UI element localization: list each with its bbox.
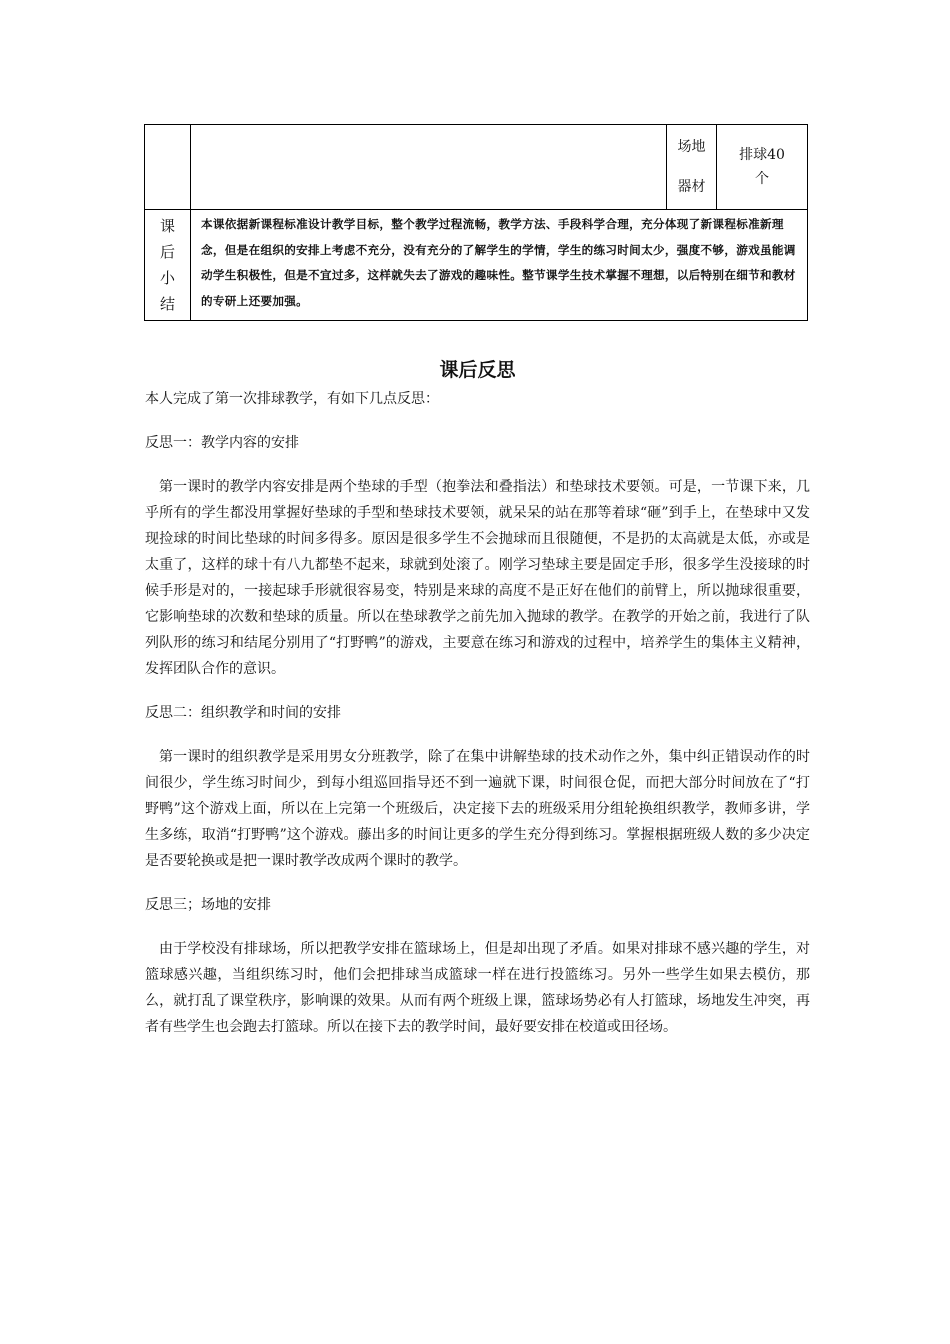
venue-equipment-label-cell [667,125,717,210]
empty-label-cell [145,125,191,210]
reflection-intro: 本人完成了第一次排球教学，有如下几点反思： [145,391,439,407]
reflection-paragraph-3: 由于学校没有排球场，所以把教学安排在篮球场上，但是却出现了矛盾。如果对排球不感兴趣的学生，对篮球感兴趣，当组织练习时，他们会把排球当成篮球一样在进行投篮练习。另外一些学生如果去模仿，那么，就打乱了课堂秩序，影响课的效果。从而有两个班级上课，篮球场势必有人打篮球，场地发生冲突，再者有些学生也会跑去打篮球。所以在接下去的教学时间，最好要安排在校道或田径场。 [145,941,810,1035]
reflection-paragraph-2: 第一课时的组织教学是采用男女分班教学，除了在集中讲解垫球的技术动作之外，集中纠正错误动作的时间很少，学生练习时间少，到每小组巡回指导还不到一遍就下课，时间很仓促，而把大部分时间放在了“打野鸭”这个游戏上面，所以在上完第一个班级后，决定接下去的班级采用分组轮换组织教学，教师多讲，学生多练，取消“打野鸭”这个游戏。藤出多的时间让更多的学生充分得到练习。掌握根据班级人数的多少决定是否要轮换或是把一课时教学改成两个课时的教学。 [145,749,810,869]
empty-content-cell [191,125,667,210]
table-row-equipment [145,125,808,210]
summary-text: 本课依据新课程标准设计教学目标，整个教学过程流畅，教学方法、手段科学合理，充分体现了新课程标准新理念，但是在组织的安排上考虑不充分，没有充分的了解学生的学情，学生的练习时间太少，强度不够，游戏虽能调动学生积极性，但是不宜过多，这样就失去了游戏的趣味性。整节课学生技术掌握不理想，以后特别在细节和教材的专研上还要加强。 [191,210,808,321]
reflection-heading-2: 反思二：组织教学和时间的安排 [145,705,341,721]
reflection-title: 课后反思 [439,359,516,381]
summary-label-char: 结 [159,295,175,313]
reflection-section [145,352,810,1040]
table-row-summary [145,210,808,321]
reflection-heading-3: 反思三；场地的安排 [145,897,271,913]
summary-label-char: 小 [159,269,175,287]
summary-label-char: 课 [159,217,175,235]
equipment-value: 排球40个 [739,147,785,187]
reflection-paragraph-1: 第一课时的教学内容安排是两个垫球的手型（抱拳法和叠指法）和垫球技术要领。可是，一节课下来，几乎所有的学生都没用掌握好垫球的手型和垫球技术要领，就呆呆的站在那等着球“砸”到手上，在垫球中又发现捡球的时间比垫球的时间多得多。原因是很多学生不会抛球而且很随便，不是扔的太高就是太低，亦或是太重了，这样的球十有八九都垫不起来，球就到处滚了。刚学习垫球主要是固定手形，很多学生没接球的时候手形是对的，一接起球手形就很容易变，特别是来球的高度不是正好在他们的前臂上，所以抛球很重要，它影响垫球的次数和垫球的质量。所以在垫球教学之前先加入抛球的教学。在教学的开始之前，我进行了队列队形的练习和结尾分别用了“打野鸭”的游戏，主要意在练习和游戏的过程中，培养学生的集体主义精神，发挥团队合作的意识。 [145,479,810,677]
equipment-label: 器材 [677,179,706,195]
equipment-value-cell [717,125,808,210]
lesson-plan-table [144,124,808,321]
reflection-heading-1: 反思一：教学内容的安排 [145,435,299,451]
summary-label-cell [145,210,191,321]
venue-label: 场地 [677,139,706,155]
summary-label-char: 后 [159,243,175,261]
